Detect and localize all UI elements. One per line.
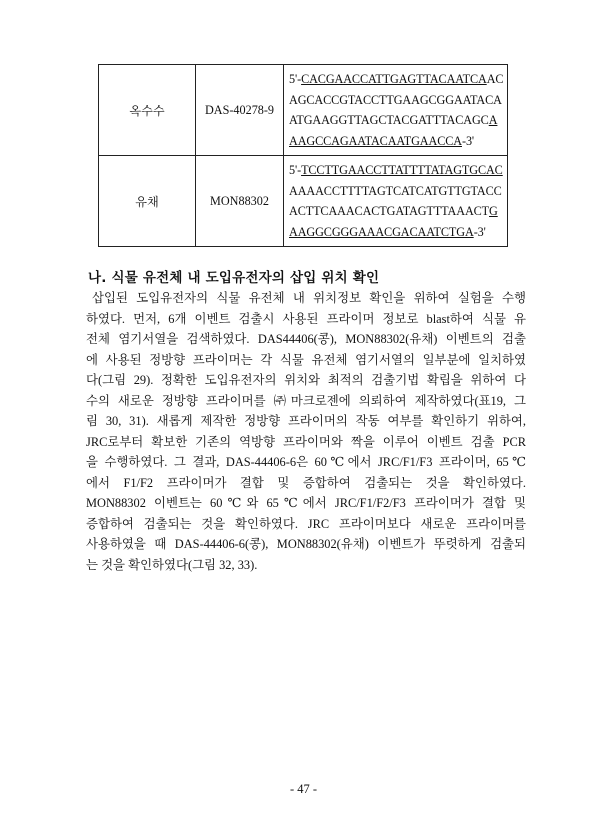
sequence-line — [289, 69, 507, 90]
crop-cell: 옥수수 — [99, 65, 196, 156]
paragraph-line: 하였다. 먼저, 6개 이벤트 검출시 사용된 프라이머 정보로 blast하여 식물 유 — [86, 311, 526, 326]
sequence-segment: CACGAACCATTGAGTTACAATCA — [301, 72, 487, 86]
sequence-segment: ACTTCAAACACTGATAGTTTAAACT — [289, 204, 490, 218]
sequence-segment: 5'- — [289, 72, 302, 86]
sequence-segment: ATGAAGGTTAGCTACGATTTACAGC — [289, 113, 489, 127]
sequence-line — [289, 222, 507, 243]
sequence-segment: AC — [486, 72, 504, 86]
sequence-segment: AGCACCGTACCTTGAAGCGGAATACA — [289, 92, 502, 107]
primer-sequence-table — [98, 64, 508, 247]
paragraph-line: JRC로부터 확보한 기존의 역방향 프라이머와 짝을 이루어 이벤트 검출 PCR — [86, 434, 526, 449]
paragraph-line: 삽입된 도입유전자의 식물 유전체 내 위치정보 확인을 위하여 실험을 수행 — [92, 291, 526, 305]
sequence-line — [289, 160, 507, 181]
sequence-line — [289, 131, 507, 152]
table-row — [99, 156, 508, 247]
paragraph-line: 다(그림 29). 정확한 도입유전자의 위치와 최적의 검출기법 확립을 위하여 다 — [86, 373, 526, 387]
paragraph-line: 는 것을 확인하였다(그림 32, 33). — [86, 557, 258, 572]
sequence-segment: -3' — [473, 224, 486, 239]
sequence-line — [289, 181, 507, 202]
sequence-segment: AAAACCTTTTAGTCATCATGTTGTACC — [289, 183, 502, 198]
sequence-segment: AAGGCGGGAAACGACAATCTGA — [289, 224, 474, 239]
sequence-cell — [284, 156, 508, 247]
sequence-segment: AAGCCAGAATACAATGAACCA — [289, 133, 462, 148]
sequence-line — [289, 90, 507, 111]
paragraph-line: MON88302 이벤트는 60℃와 65℃에서 JRC/F1/F2/F3 프라이머가 결합 및 — [86, 496, 526, 510]
sequence-segment: 5'- — [289, 163, 302, 177]
page-number: - 47 - — [289, 782, 318, 796]
event-cell: MON88302 — [196, 156, 284, 247]
sequence-cell — [284, 65, 508, 156]
sequence-segment: -3' — [461, 133, 475, 148]
paragraph-line: 수의 새로운 정방향 프라이머를 ㈜마크로젠에 의뢰하여 제작하였다(표19, 그 — [86, 393, 526, 408]
sequence-line — [289, 201, 507, 222]
paragraph-line: 에 사용된 정방향 프라이머는 각 식물 유전체 염기서열의 일부분에 일치하였 — [86, 352, 526, 367]
sequence-line — [289, 110, 507, 131]
paragraph-line: 사용하였을 때 DAS-44406-6(콩), MON88302(유채) 이벤트가 뚜렷하게 검출되 — [86, 537, 526, 551]
paragraph-line: 을 수행하였다. 그 결과, DAS-44406-6은 60℃에서 JRC/F1/F3 프라이머, 65℃ — [86, 455, 526, 469]
paragraph-line: 림 30, 31). 새롭게 제작한 정방향 프라이머의 작동 여부를 확인하기 위하여, — [86, 414, 526, 428]
paragraph-line: 전체 염기서열을 검색하였다. DAS44406(콩), MON88302(유채) 이벤트의 검출 — [86, 332, 526, 346]
section-heading: 나. 식물 유전체 내 도입유전자의 삽입 위치 확인 — [88, 270, 380, 286]
event-cell: DAS-40278-9 — [196, 65, 284, 156]
paragraph-line: 증합하여 검출되는 것을 확인하였다. JRC 프라이머보다 새로운 프라이머를 — [86, 516, 526, 531]
sequence-segment: TCCTTGAACCTTATTTTATAGTGCAC — [301, 163, 503, 177]
table-row — [99, 65, 508, 156]
sequence-segment: A — [488, 113, 498, 127]
body-paragraph — [86, 288, 526, 575]
crop-cell: 유채 — [99, 156, 196, 247]
sequence-segment: G — [489, 204, 498, 218]
paragraph-line: 에서 F1/F2 프라이머가 결합 및 증합하여 검출되는 것을 확인하였다. — [86, 475, 526, 490]
